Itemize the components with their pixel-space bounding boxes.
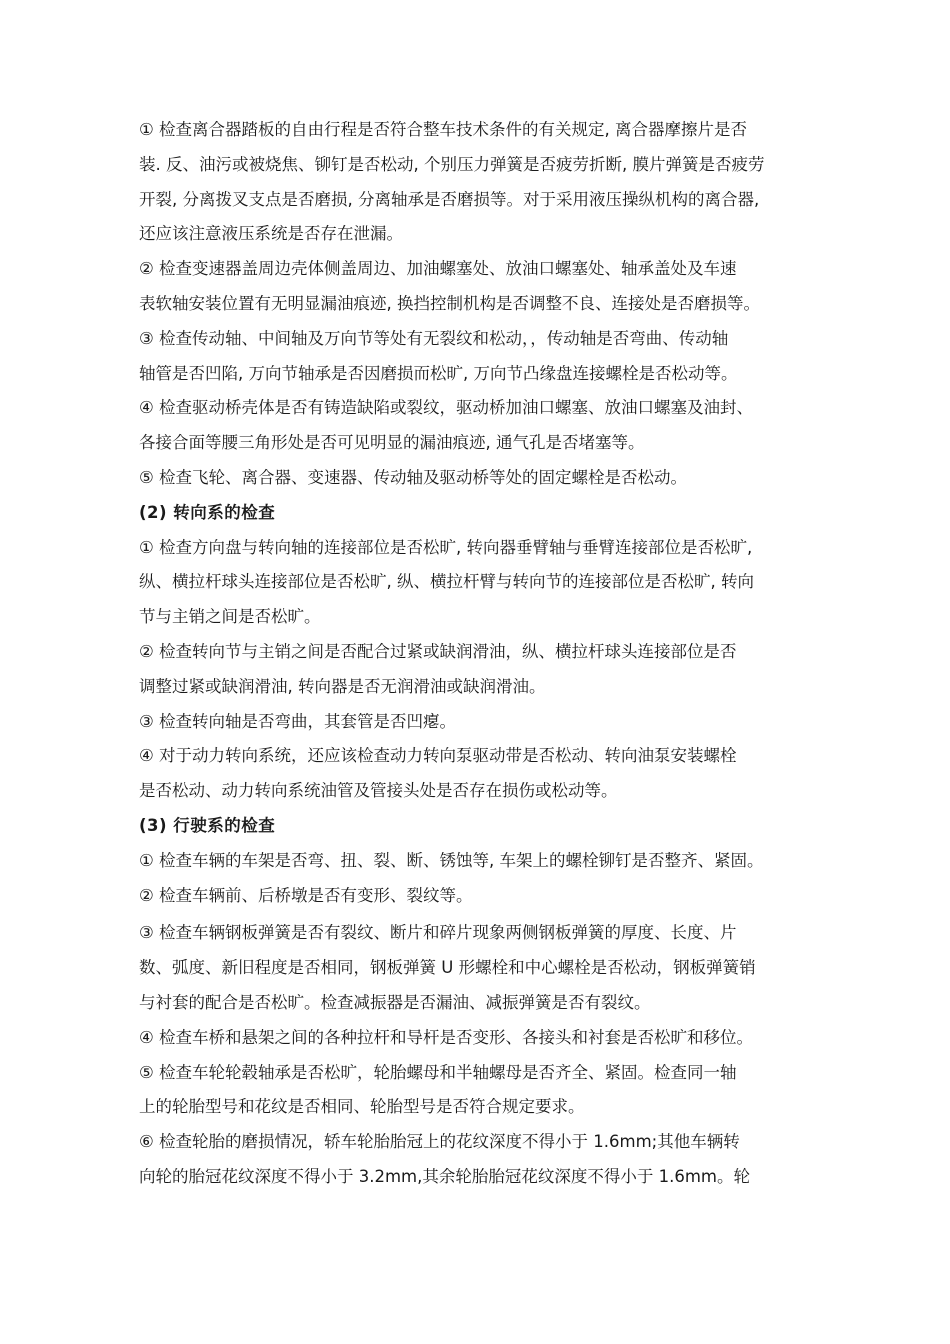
text-line: 轴管是否凹陷, 万向节轴承是否因磨损而松旷, 万向节凸缘盘连接螺栓是否松动等。	[139, 363, 738, 383]
text-line: 与衬套的配合是否松旷。检查减振器是否漏油、减振弹簧是否有裂纹。	[139, 992, 651, 1012]
text-line: 各接合面等腰三角形处是否可见明显的漏油痕迹, 通气孔是否堵塞等。	[139, 433, 645, 453]
text-line: 向轮的胎冠花纹深度不得小于 3.2mm,其余轮胎胎冠花纹深度不得小于 1.6mm。轮	[139, 1166, 751, 1186]
text-line: ⑤ 检查车轮轮毂轴承是否松旷，轮胎螺母和半轴螺母是否齐全、紧固。检查同一轴	[139, 1062, 737, 1082]
text-line: ⑥ 检查轮胎的磨损情况，轿车轮胎胎冠上的花纹深度不得小于 1.6mm;其他车辆转	[139, 1132, 740, 1152]
text-line: ② 检查车辆前、后桥墩是否有变形、裂纹等。	[139, 885, 473, 905]
text-line: ① 检查方向盘与转向轴的连接部位是否松旷, 转向器垂臂轴与垂臂连接部位是否松旷,	[139, 537, 753, 557]
text-line: 装. 反、油污或被烧焦、铆钉是否松动, 个别压力弹簧是否疲劳折断, 膜片弹簧是否疲劳	[139, 154, 765, 174]
text-line: ④ 对于动力转向系统，还应该检查动力转向泵驱动带是否松动、转向油泵安装螺栓	[139, 746, 737, 766]
text-line: 纵、横拉杆球头连接部位是否松旷, 纵、横拉杆臂与转向节的连接部位是否松旷, 转向	[139, 572, 754, 592]
text-line: ④ 检查驱动桥壳体是否有铸造缺陷或裂纹，驱动桥加油口螺塞、放油口螺塞及油封、	[139, 398, 754, 418]
text-line: 数、弧度、新旧程度是否相同，钢板弹簧 U 形螺栓和中心螺栓是否松动，钢板弹簧销	[139, 958, 756, 978]
text-line: ① 检查车辆的车架是否弯、扭、裂、断、锈蚀等, 车架上的螺栓铆钉是否整齐、紧固。	[139, 850, 764, 870]
text-line: ⑤ 检查飞轮、离合器、变速器、传动轴及驱动桥等处的固定螺栓是否松动。	[139, 467, 688, 487]
text-line: 上的轮胎型号和花纹是否相同、轮胎型号是否符合规定要求。	[139, 1097, 585, 1117]
text-line: 调整过紧或缺润滑油, 转向器是否无润滑油或缺润滑油。	[139, 676, 546, 696]
text-line: ③ 检查传动轴、中间轴及万向节等处有无裂纹和松动，，传动轴是否弯曲、传动轴	[139, 328, 729, 348]
text-line: ④ 检查车桥和悬架之间的各种拉杆和导杆是否变形、各接头和衬套是否松旷和移位。	[139, 1027, 754, 1047]
text-line: 还应该注意液压系统是否存在泄漏。	[139, 224, 403, 244]
text-line: 节与主销之间是否松旷。	[139, 607, 321, 627]
text-line: ② 检查转向节与主销之间是否配合过紧或缺润滑油，纵、横拉杆球头连接部位是否	[139, 641, 737, 661]
text-line: ① 检查离合器踏板的自由行程是否符合整车技术条件的有关规定, 离合器摩擦片是否	[139, 120, 748, 139]
text-line: ② 检查变速器盖周边壳体侧盖周边、加油螺塞处、放油口螺塞处、轴承盖处及车速	[139, 259, 737, 279]
text-line: ③ 检查车辆钢板弹簧是否有裂纹、断片和碎片现象两侧钢板弹簧的厚度、长度、片	[139, 923, 737, 943]
text-line: 开裂, 分离拨叉支点是否磨损, 分离轴承是否磨损等。对于采用液压操纵机构的离合器,	[139, 189, 760, 209]
text-line: 表软轴安装位置有无明显漏油痕迹, 换挡控制机构是否调整不良、连接处是否磨损等。	[139, 293, 760, 313]
text-line: ③ 检查转向轴是否弯曲，其套管是否凹瘪。	[139, 711, 457, 731]
section-heading-steering: (2) 转向系的检查	[139, 502, 276, 522]
text-line: 是否松动、动力转向系统油管及管接头处是否存在损伤或松动等。	[139, 781, 618, 801]
section-heading-running-gear: (3) 行驶系的检查	[139, 815, 276, 835]
